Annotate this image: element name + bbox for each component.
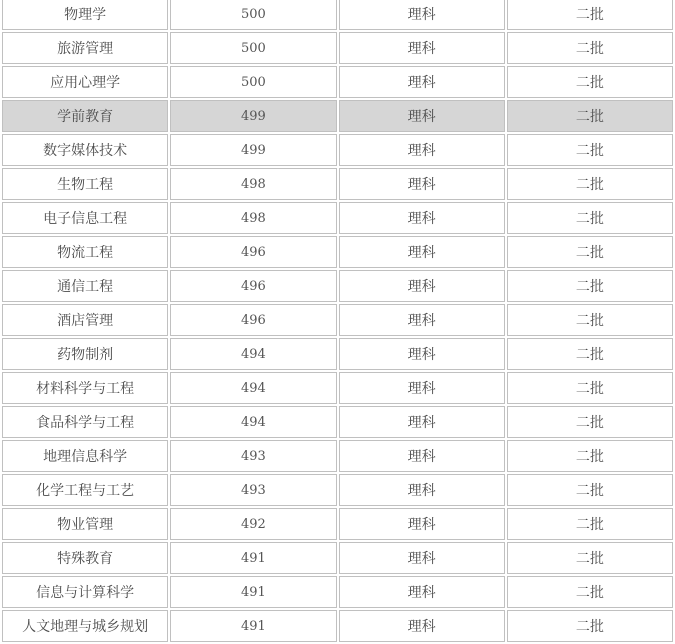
cell-subject: 理科 bbox=[339, 338, 505, 370]
table-row[interactable] bbox=[2, 0, 673, 30]
cell-score: 491 bbox=[170, 576, 336, 608]
cell-batch: 二批 bbox=[507, 66, 673, 98]
cell-subject: 理科 bbox=[339, 474, 505, 506]
cell-subject: 理科 bbox=[339, 406, 505, 438]
cell-score: 499 bbox=[170, 134, 336, 166]
cell-score: 494 bbox=[170, 372, 336, 404]
cell-score: 498 bbox=[170, 168, 336, 200]
table-row[interactable] bbox=[2, 440, 673, 472]
cell-major: 物理学 bbox=[2, 0, 168, 30]
cell-batch: 二批 bbox=[507, 168, 673, 200]
cell-subject: 理科 bbox=[339, 32, 505, 64]
cell-batch: 二批 bbox=[507, 610, 673, 642]
table-row[interactable] bbox=[2, 66, 673, 98]
cell-score: 492 bbox=[170, 508, 336, 540]
table-row[interactable] bbox=[2, 372, 673, 404]
cell-subject: 理科 bbox=[339, 100, 505, 132]
cell-batch: 二批 bbox=[507, 270, 673, 302]
cell-score: 493 bbox=[170, 440, 336, 472]
cell-batch: 二批 bbox=[507, 236, 673, 268]
cell-score: 500 bbox=[170, 0, 336, 30]
table-row[interactable] bbox=[2, 576, 673, 608]
cell-major: 电子信息工程 bbox=[2, 202, 168, 234]
cell-batch: 二批 bbox=[507, 542, 673, 574]
cell-subject: 理科 bbox=[339, 576, 505, 608]
cell-batch: 二批 bbox=[507, 134, 673, 166]
cell-major: 物流工程 bbox=[2, 236, 168, 268]
table-row[interactable] bbox=[2, 508, 673, 540]
table-row[interactable] bbox=[2, 406, 673, 438]
cell-subject: 理科 bbox=[339, 508, 505, 540]
cell-batch: 二批 bbox=[507, 372, 673, 404]
cell-subject: 理科 bbox=[339, 66, 505, 98]
cell-score: 496 bbox=[170, 304, 336, 336]
cell-batch: 二批 bbox=[507, 576, 673, 608]
cell-score: 499 bbox=[170, 100, 336, 132]
table-row[interactable] bbox=[2, 168, 673, 200]
cell-batch: 二批 bbox=[507, 338, 673, 370]
cell-subject: 理科 bbox=[339, 168, 505, 200]
cell-subject: 理科 bbox=[339, 440, 505, 472]
table-row[interactable] bbox=[2, 542, 673, 574]
cell-subject: 理科 bbox=[339, 542, 505, 574]
cell-batch: 二批 bbox=[507, 304, 673, 336]
cell-batch: 二批 bbox=[507, 474, 673, 506]
cell-major: 通信工程 bbox=[2, 270, 168, 302]
cell-batch: 二批 bbox=[507, 32, 673, 64]
cell-subject: 理科 bbox=[339, 202, 505, 234]
cell-major: 特殊教育 bbox=[2, 542, 168, 574]
cell-subject: 理科 bbox=[339, 236, 505, 268]
cell-major: 旅游管理 bbox=[2, 32, 168, 64]
cell-batch: 二批 bbox=[507, 202, 673, 234]
table-row[interactable] bbox=[2, 100, 673, 132]
cell-major: 物业管理 bbox=[2, 508, 168, 540]
cell-subject: 理科 bbox=[339, 372, 505, 404]
cell-major: 数字媒体技术 bbox=[2, 134, 168, 166]
cell-major: 人文地理与城乡规划 bbox=[2, 610, 168, 642]
table-row[interactable] bbox=[2, 134, 673, 166]
cell-batch: 二批 bbox=[507, 406, 673, 438]
cell-major: 生物工程 bbox=[2, 168, 168, 200]
cell-score: 494 bbox=[170, 406, 336, 438]
cell-score: 491 bbox=[170, 610, 336, 642]
cell-major: 材料科学与工程 bbox=[2, 372, 168, 404]
cell-score: 500 bbox=[170, 32, 336, 64]
cell-major: 信息与计算科学 bbox=[2, 576, 168, 608]
table-row[interactable] bbox=[2, 338, 673, 370]
table-row[interactable] bbox=[2, 610, 673, 642]
cell-major: 学前教育 bbox=[2, 100, 168, 132]
cell-subject: 理科 bbox=[339, 610, 505, 642]
cell-score: 493 bbox=[170, 474, 336, 506]
cell-major: 药物制剂 bbox=[2, 338, 168, 370]
cell-major: 食品科学与工程 bbox=[2, 406, 168, 438]
cell-subject: 理科 bbox=[339, 134, 505, 166]
cell-batch: 二批 bbox=[507, 0, 673, 30]
cell-major: 应用心理学 bbox=[2, 66, 168, 98]
cell-score: 496 bbox=[170, 270, 336, 302]
table-row[interactable] bbox=[2, 270, 673, 302]
table-row[interactable] bbox=[2, 202, 673, 234]
cell-major: 化学工程与工艺 bbox=[2, 474, 168, 506]
cell-batch: 二批 bbox=[507, 440, 673, 472]
scores-table-body bbox=[2, 0, 673, 642]
table-row[interactable] bbox=[2, 236, 673, 268]
cell-subject: 理科 bbox=[339, 270, 505, 302]
cell-major: 地理信息科学 bbox=[2, 440, 168, 472]
cell-score: 500 bbox=[170, 66, 336, 98]
cell-score: 496 bbox=[170, 236, 336, 268]
cell-batch: 二批 bbox=[507, 508, 673, 540]
table-row[interactable] bbox=[2, 474, 673, 506]
table-row[interactable] bbox=[2, 304, 673, 336]
cell-major: 酒店管理 bbox=[2, 304, 168, 336]
cell-score: 494 bbox=[170, 338, 336, 370]
cell-subject: 理科 bbox=[339, 0, 505, 30]
cell-subject: 理科 bbox=[339, 304, 505, 336]
table-row[interactable] bbox=[2, 32, 673, 64]
cell-batch: 二批 bbox=[507, 100, 673, 132]
cell-score: 491 bbox=[170, 542, 336, 574]
cell-score: 498 bbox=[170, 202, 336, 234]
